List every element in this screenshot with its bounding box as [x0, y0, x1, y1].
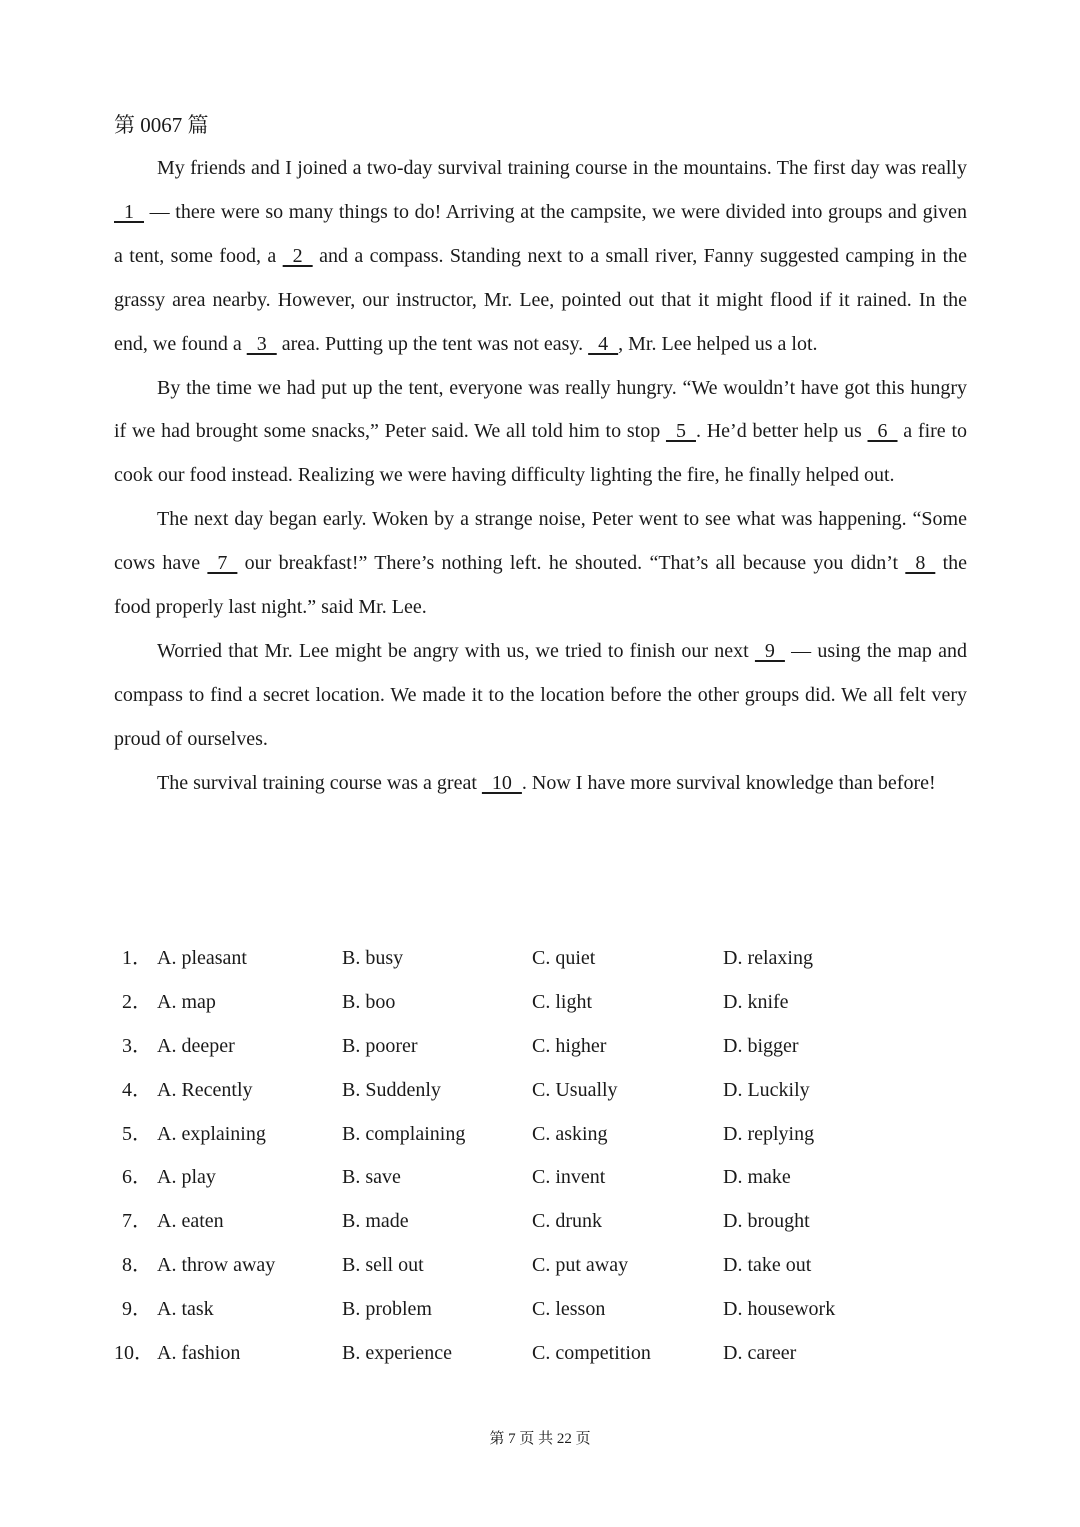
option-row-3 [114, 1025, 967, 1069]
option-d: D. housework [723, 1298, 836, 1321]
option-b: B. complaining [342, 1122, 466, 1145]
option-b: B. boo [342, 990, 396, 1013]
page-footer: 第 7 页 共 22 页 [489, 1431, 591, 1447]
option-row-6 [114, 1156, 967, 1200]
option-d: D. Luckily [723, 1078, 810, 1101]
option-d: D. take out [723, 1254, 812, 1277]
passage [114, 147, 967, 806]
question-number: 8． [122, 1254, 152, 1277]
option-row-2 [114, 981, 967, 1025]
option-row-1 [114, 937, 967, 981]
option-b: B. busy [342, 947, 404, 969]
text: Worried that Mr. Lee might be angry with us, we tried to finish our next [157, 639, 755, 662]
text: , Mr. Lee helped us a lot. [618, 332, 818, 355]
option-d: D. brought [723, 1210, 810, 1233]
option-a: A. throw away [157, 1254, 276, 1277]
question-number: 10． [114, 1342, 154, 1365]
text: My friends and I joined a two-day survival training course in the mountains. The first day was really [157, 157, 967, 179]
option-a: A. eaten [157, 1210, 224, 1233]
text: and a compass. Standing next to a small river, Fanny suggested camping in the grassy area nearby. However, our instructor, Mr. Lee, pointed out that it might flood if it rained. In the end, we found a [114, 244, 967, 355]
text: The survival training course was a great [157, 771, 482, 794]
option-a: A. Recently [157, 1078, 253, 1101]
text: The next day began early. Woken by a strange noise, Peter went to see what was happening. “Some cows have [114, 508, 967, 575]
paragraph-3 [114, 498, 967, 630]
text: . Now I have more survival knowledge than before! [521, 771, 936, 794]
option-a: A. task [157, 1298, 214, 1321]
option-b: B. problem [342, 1298, 432, 1321]
option-b: B. experience [342, 1342, 452, 1365]
option-b: B. made [342, 1210, 409, 1233]
question-number: 5． [122, 1122, 152, 1145]
option-d: D. relaxing [723, 947, 813, 969]
text: our breakfast!” There’s nothing left. he shouted. “That’s all because you didn’t [237, 552, 906, 575]
option-c: C. competition [532, 1342, 651, 1365]
paragraph-2 [114, 367, 967, 499]
option-c: C. Usually [532, 1078, 618, 1101]
option-c: C. higher [532, 1034, 607, 1057]
question-number: 4． [122, 1078, 152, 1101]
option-a: A. fashion [157, 1342, 241, 1365]
option-row-10 [114, 1332, 967, 1376]
text: . He’d better help us [695, 420, 868, 443]
option-c: C. quiet [532, 947, 596, 969]
blank-4: 4 [588, 332, 619, 355]
question-number: 9． [122, 1298, 152, 1321]
option-c: C. put away [532, 1254, 629, 1277]
blank-7: 7 [207, 552, 238, 575]
blank-5: 5 [665, 420, 696, 443]
option-c: C. asking [532, 1122, 608, 1145]
option-c: C. lesson [532, 1298, 606, 1321]
option-row-7 [114, 1200, 967, 1244]
blank-10: 10 [481, 771, 522, 794]
blank-9: 9 [754, 639, 785, 662]
option-b: B. sell out [342, 1254, 424, 1277]
question-number: 7． [122, 1210, 152, 1233]
option-d: D. replying [723, 1122, 815, 1145]
option-a: A. map [157, 990, 216, 1013]
blank-1: 1 [114, 200, 144, 223]
option-d: D. make [723, 1166, 791, 1189]
option-c: C. light [532, 990, 593, 1013]
question-number: 3． [122, 1034, 152, 1057]
option-b: B. poorer [342, 1034, 418, 1057]
question-number: 1． [122, 947, 152, 969]
option-d: D. career [723, 1342, 797, 1365]
option-a: A. play [157, 1166, 216, 1189]
blank-3: 3 [246, 332, 277, 355]
options-list [114, 937, 967, 1376]
question-number: 2． [122, 990, 152, 1013]
option-row-4 [114, 1069, 967, 1113]
text: — there were so many things to do! Arriving at the campsite, we were divided into groups and given a tent, some food, a [114, 200, 967, 267]
option-c: C. drunk [532, 1210, 602, 1233]
paragraph-1 [114, 147, 967, 367]
paragraph-5 [114, 762, 967, 806]
option-b: B. save [342, 1166, 401, 1189]
option-b: B. Suddenly [342, 1078, 441, 1101]
text: the food properly last night.” said Mr. Lee. [114, 552, 968, 619]
blank-2: 2 [282, 244, 313, 267]
blank-8: 8 [905, 552, 936, 575]
text: area. Putting up the tent was not easy. [276, 332, 589, 355]
text: By the time we had put up the tent, everyone was really hungry. “We wouldn’t have got this hungry if we had brought some snacks,” Peter said. We all told him to stop [114, 376, 967, 443]
paragraph-4 [114, 630, 967, 762]
blank-6: 6 [867, 420, 898, 443]
option-row-5 [114, 1113, 967, 1157]
option-c: C. invent [532, 1166, 606, 1189]
question-number: 6． [122, 1166, 152, 1189]
text: — using the map and compass to find a secret location. We made it to the location before the other groups did. We all felt very proud of ourselves. [114, 639, 967, 750]
option-row-8 [114, 1244, 967, 1288]
option-row-9 [114, 1288, 967, 1332]
text: a fire to cook our food instead. Realizing we were having difficulty lighting the fire, he finally helped out. [114, 420, 967, 487]
option-a: A. explaining [157, 1122, 266, 1145]
option-d: D. bigger [723, 1034, 799, 1057]
option-d: D. knife [723, 990, 789, 1013]
option-a: A. pleasant [157, 947, 247, 969]
page-title: 第 0067 篇 [114, 113, 209, 137]
option-a: A. deeper [157, 1034, 235, 1057]
